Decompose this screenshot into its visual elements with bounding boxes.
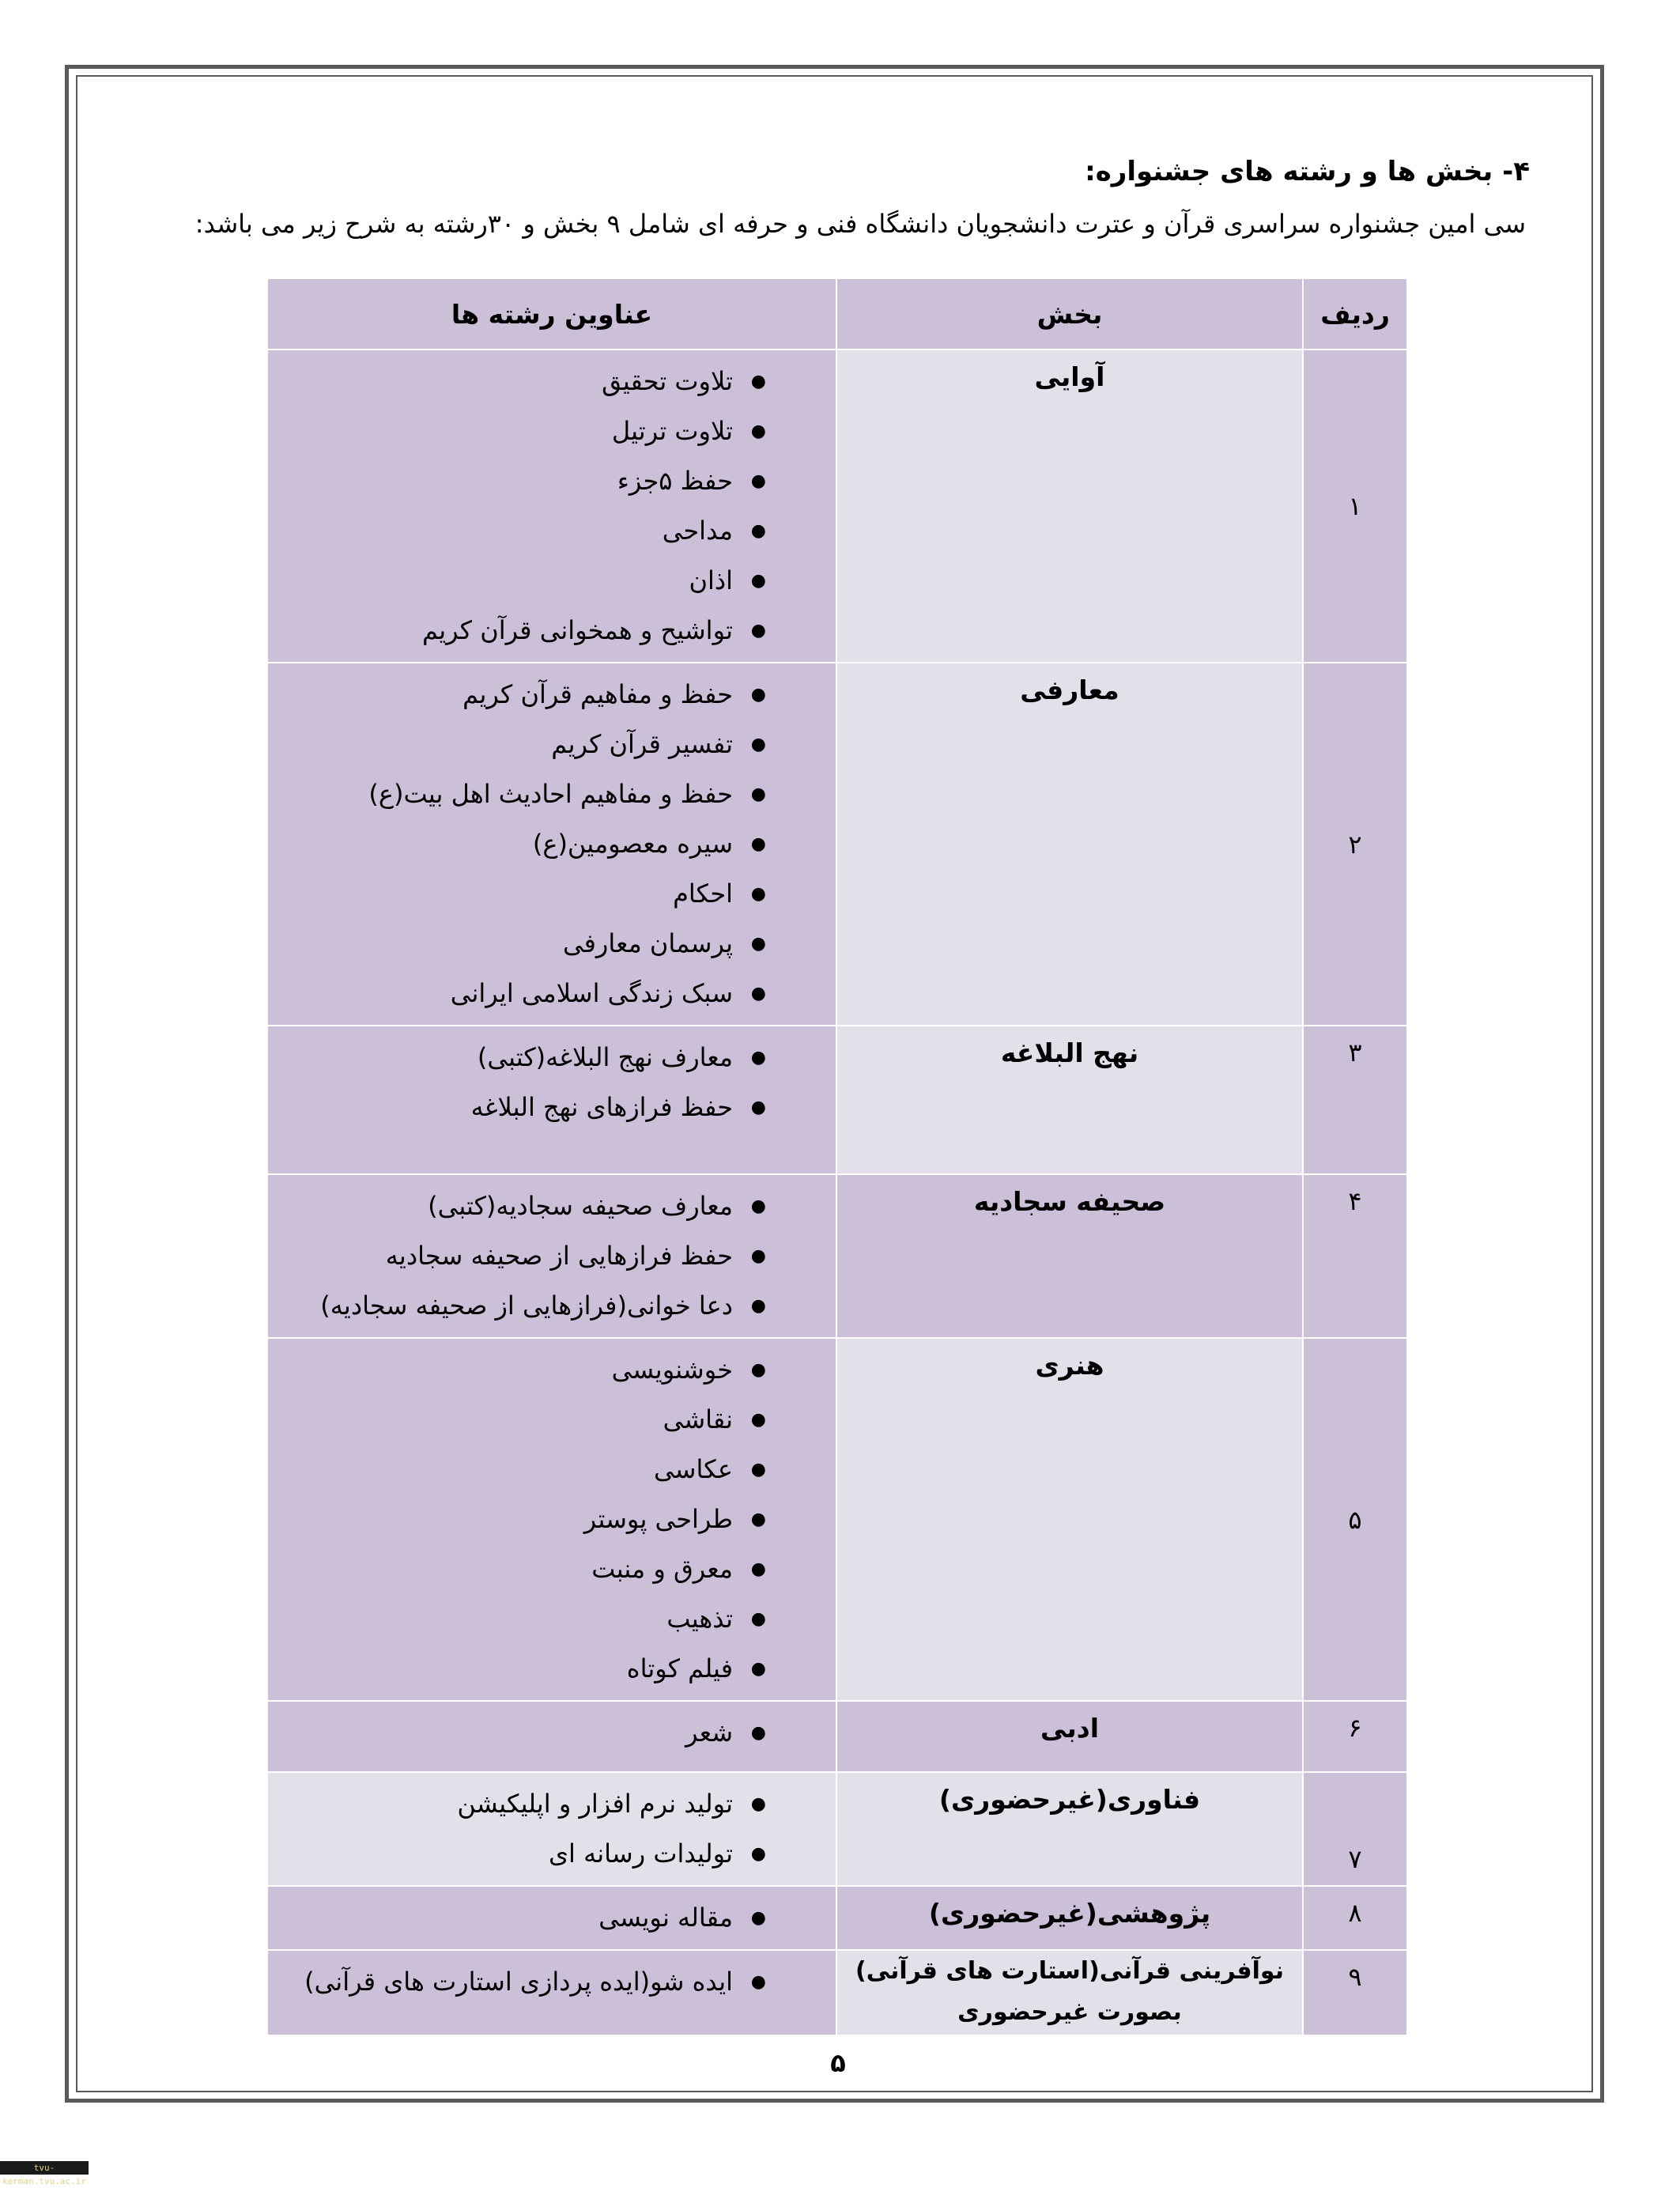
bullet-icon: ● [750, 1908, 766, 1928]
header-bakhsh: بخش [836, 278, 1303, 350]
field-list-cell [267, 663, 836, 1026]
bullet-icon: ● [750, 735, 766, 754]
table-row [267, 1338, 1407, 1701]
bullet-icon: ● [750, 621, 766, 641]
field-list-cell [267, 1338, 836, 1701]
field-list [268, 663, 836, 1025]
list-item: ● تلاوت تحقیق [268, 357, 836, 406]
bullet-icon: ● [750, 1246, 766, 1266]
bullet-icon: ● [750, 834, 766, 854]
bullet-icon: ● [750, 1098, 766, 1117]
field-list [268, 350, 836, 662]
list-item: ● سیره معصومین(ع) [268, 819, 836, 869]
row-number: ۶ [1303, 1701, 1407, 1772]
page-number: ۵ [830, 2048, 846, 2078]
bullet-icon: ● [750, 571, 766, 591]
field-list-cell [267, 1950, 836, 2035]
section-name: پژوهشی(غیرحضوری) [836, 1886, 1303, 1950]
list-item: ● حفظ ۵جزء [268, 456, 836, 506]
row-number: ۹ [1303, 1950, 1407, 2035]
row-number: ۸ [1303, 1886, 1407, 1950]
bullet-icon: ● [750, 934, 766, 954]
field-list-cell [267, 1174, 836, 1338]
bullet-icon: ● [750, 471, 766, 491]
field-list-cell [267, 1026, 836, 1174]
row-number: ۳ [1303, 1026, 1407, 1174]
section-name: فناوری(غیرحضوری) [836, 1772, 1303, 1886]
bullet-icon: ● [750, 1510, 766, 1529]
list-item: ● مقاله نویسی [268, 1893, 836, 1943]
table-row [267, 663, 1407, 1026]
list-item: ● معرق و منبت [268, 1544, 836, 1594]
bullet-icon: ● [750, 421, 766, 441]
row-number: ۵ [1303, 1338, 1407, 1701]
list-item: ● تولیدات رسانه ای [268, 1829, 836, 1879]
list-item: ● پرسمان معارفی [268, 919, 836, 969]
bullet-icon: ● [750, 1972, 766, 1992]
table-row [267, 1886, 1407, 1950]
section-name: ادبی [836, 1701, 1303, 1772]
field-list [268, 1951, 836, 2013]
field-list-cell [267, 1772, 836, 1886]
bullet-icon: ● [750, 1410, 766, 1430]
site-logo: tvu-kerman.tvu.ac.ir [0, 2161, 89, 2175]
list-item: ● شعر [268, 1708, 836, 1758]
bullet-icon: ● [750, 984, 766, 1003]
bullet-icon: ● [750, 1723, 766, 1743]
bullet-icon: ● [750, 1196, 766, 1216]
list-item: ● اذان [268, 556, 836, 606]
list-item: ● حفظ و مفاهیم احادیث اهل بیت(ع) [268, 769, 836, 819]
list-item: ● ایده شو(ایده پردازی استارت های قرآنی) [268, 1957, 836, 2007]
intro-paragraph: سی امین جشنواره سراسری قرآن و عترت دانشجویان دانشگاه فنی و حرفه ای شامل ۹ بخش و ۳۰رشته به شرح زیر می باشد: [194, 209, 1526, 239]
bullet-icon: ● [750, 1609, 766, 1629]
table-row [267, 1701, 1407, 1772]
row-number: ۲ [1303, 663, 1407, 1026]
field-list [268, 1026, 836, 1139]
bullet-icon: ● [750, 685, 766, 705]
row-number: ۴ [1303, 1174, 1407, 1338]
list-item: ● تفسیر قرآن کریم [268, 720, 836, 769]
bullet-icon: ● [750, 1296, 766, 1316]
list-item: ● طراحی پوستر [268, 1495, 836, 1544]
row-number: ۱ [1303, 350, 1407, 663]
section-name: معارفی [836, 663, 1303, 1026]
table-row [267, 1772, 1407, 1886]
bullet-icon: ● [750, 1360, 766, 1380]
list-item: ● احکام [268, 869, 836, 919]
list-item: ● عکاسی [268, 1445, 836, 1495]
bullet-icon: ● [750, 1844, 766, 1864]
list-item: ● معارف نهج البلاغه(کتبی) [268, 1033, 836, 1083]
list-item: ● تولید نرم افزار و اپلیکیشن [268, 1779, 836, 1829]
bullet-icon: ● [750, 1794, 766, 1814]
list-item: ● تواشیح و همخوانی قرآن کریم [268, 606, 836, 656]
field-list [268, 1887, 836, 1949]
list-item: ● حفظ و مفاهیم قرآن کریم [268, 670, 836, 720]
field-list-cell [267, 1886, 836, 1950]
row-number: ۷ [1303, 1772, 1407, 1886]
list-item: ● فیلم کوتاه [268, 1644, 836, 1694]
bullet-icon: ● [750, 784, 766, 804]
table-row [267, 1950, 1407, 2035]
field-list-cell [267, 1701, 836, 1772]
bullet-icon: ● [750, 372, 766, 391]
table-row [267, 1174, 1407, 1338]
section-name: نوآفرینی قرآنی(استارت های قرآنی) بصورت غیرحضوری [836, 1950, 1303, 2035]
field-list [268, 1175, 836, 1337]
list-item: ● مداحی [268, 506, 836, 556]
list-item: ● تذهیب [268, 1594, 836, 1644]
festival-sections-table [266, 278, 1408, 2036]
list-item: ● تلاوت ترتیل [268, 406, 836, 456]
bullet-icon: ● [750, 521, 766, 541]
field-list [268, 1339, 836, 1700]
bullet-icon: ● [750, 1559, 766, 1579]
header-radif: ردیف [1303, 278, 1407, 350]
section-name: نهج البلاغه [836, 1026, 1303, 1174]
list-item: ● خوشنویسی [268, 1345, 836, 1395]
section-name: صحیفه سجادیه [836, 1174, 1303, 1338]
field-list [268, 1773, 836, 1885]
list-item: ● حفظ فرازهایی از صحیفه سجادیه [268, 1231, 836, 1281]
table-header-row [267, 278, 1407, 350]
section-name: آوایی [836, 350, 1303, 663]
section-name: هنری [836, 1338, 1303, 1701]
field-list-cell [267, 350, 836, 663]
list-item: ● معارف صحیفه سجادیه(کتبی) [268, 1181, 836, 1231]
list-item: ● حفظ فرازهای نهج البلاغه [268, 1083, 836, 1132]
bullet-icon: ● [750, 884, 766, 904]
list-item: ● نقاشی [268, 1395, 836, 1445]
list-item: ● دعا خوانی(فرازهایی از صحیفه سجادیه) [268, 1281, 836, 1331]
field-list [268, 1702, 836, 1764]
bullet-icon: ● [750, 1048, 766, 1068]
table-row [267, 1026, 1407, 1174]
header-onvan: عناوین رشته ها [267, 278, 836, 350]
list-item: ● سبک زندگی اسلامی ایرانی [268, 969, 836, 1018]
bullet-icon: ● [750, 1659, 766, 1679]
bullet-icon: ● [750, 1460, 766, 1479]
section-heading: ۴- بخش ها و رشته های جشنواره: [1085, 156, 1530, 187]
table-row [267, 350, 1407, 663]
